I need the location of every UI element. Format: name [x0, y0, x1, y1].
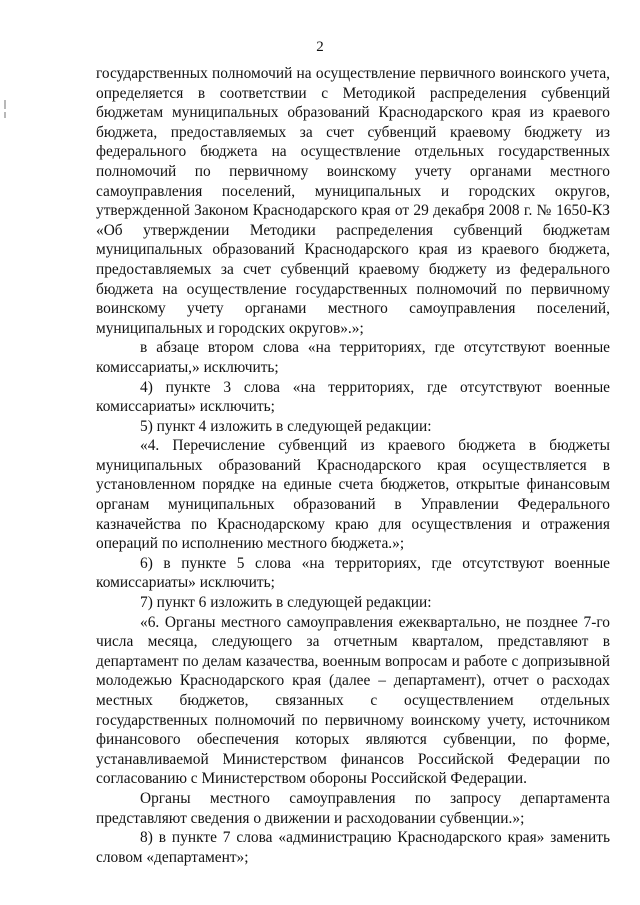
- page-number: 2: [316, 39, 324, 55]
- paragraph-methodology-continuation: государственных полномочий на осуществление первичного воинского учета, определяется в соответствии с Методикой распределения субвенций бюджетам муниципальных образований Краснодарского края из краевого бюджета, предоставляемых за счет субвенций краевому бюджету из федерального бюджета на осуществление отдельных государственных полномочий по первичному воинскому учету органами местного самоуправления поселений, муниципальных и городских округов, утвержденной Законом Краснодарского края от 29 декабря 2008 г. № 1650-КЗ «Об утверждении Методики распределения субвенций бюджетам муниципальных образований Краснодарского края из краевого бюджета, предоставляемых за счет субвенций краевому бюджету из федерального бюджета на осуществление государственных полномочий по первичному воинскому учету органами местного самоуправления поселений, муниципальных и городских округов».»;: [96, 65, 610, 337]
- paragraph-item-5: 5) пункт 4 изложить в следующей редакции:: [140, 417, 432, 435]
- paragraph-item-4: 4) пункте 3 слова «на территориях, где отсутствуют военные комиссариаты» исключить;: [96, 378, 610, 416]
- margin-scan-mark: [4, 112, 6, 118]
- paragraph-item-6: 6) в пункте 5 слова «на территориях, где отсутствуют военные комиссариаты» исключить;: [96, 554, 610, 592]
- document-body: [96, 64, 610, 867]
- paragraph-new-point-6: «6. Органы местного самоуправления ежеквартально, не позднее 7-го числа месяца, следующего за отчетным кварталом, представляют в департамент по делам казачества, военным вопросам и работе с допризывной молодежью Краснодарского края (далее – департамент), отчет о расходах местных бюджетов, связанных с осуществлением отдельных государственных полномочий по первичному воинскому учету, источником финансового обеспечения которых являются субвенции, по форме, устанавливаемой Министерством финансов Российской Федерации по согласованию с Министерством обороны Российской Федерации.: [96, 613, 610, 788]
- paragraph-subvention-info: Органы местного самоуправления по запросу департамента представляют сведения о движении и расходовании субвенции.»;: [96, 789, 610, 827]
- margin-scan-mark: [4, 100, 6, 109]
- paragraph-new-point-4: «4. Перечисление субвенций из краевого бюджета в бюджеты муниципальных образований Краснодарского края осуществляется в установленном порядке на единые счета бюджетов, открытые финансовым органам муниципальных образований в Управлении Федерального казначейства по Краснодарскому краю для осуществления и отражения операций по исполнению местного бюджета.»;: [96, 437, 610, 553]
- paragraph-second-abzats-amendment: в абзаце втором слова «на территориях, где отсутствуют военные комиссариаты,» исключить;: [96, 339, 610, 376]
- paragraph-item-7: 7) пункт 6 изложить в следующей редакции:: [140, 594, 432, 612]
- paragraph-item-8: 8) в пункте 7 слова «администрацию Краснодарского края» заменить словом «департамент»;: [96, 829, 610, 866]
